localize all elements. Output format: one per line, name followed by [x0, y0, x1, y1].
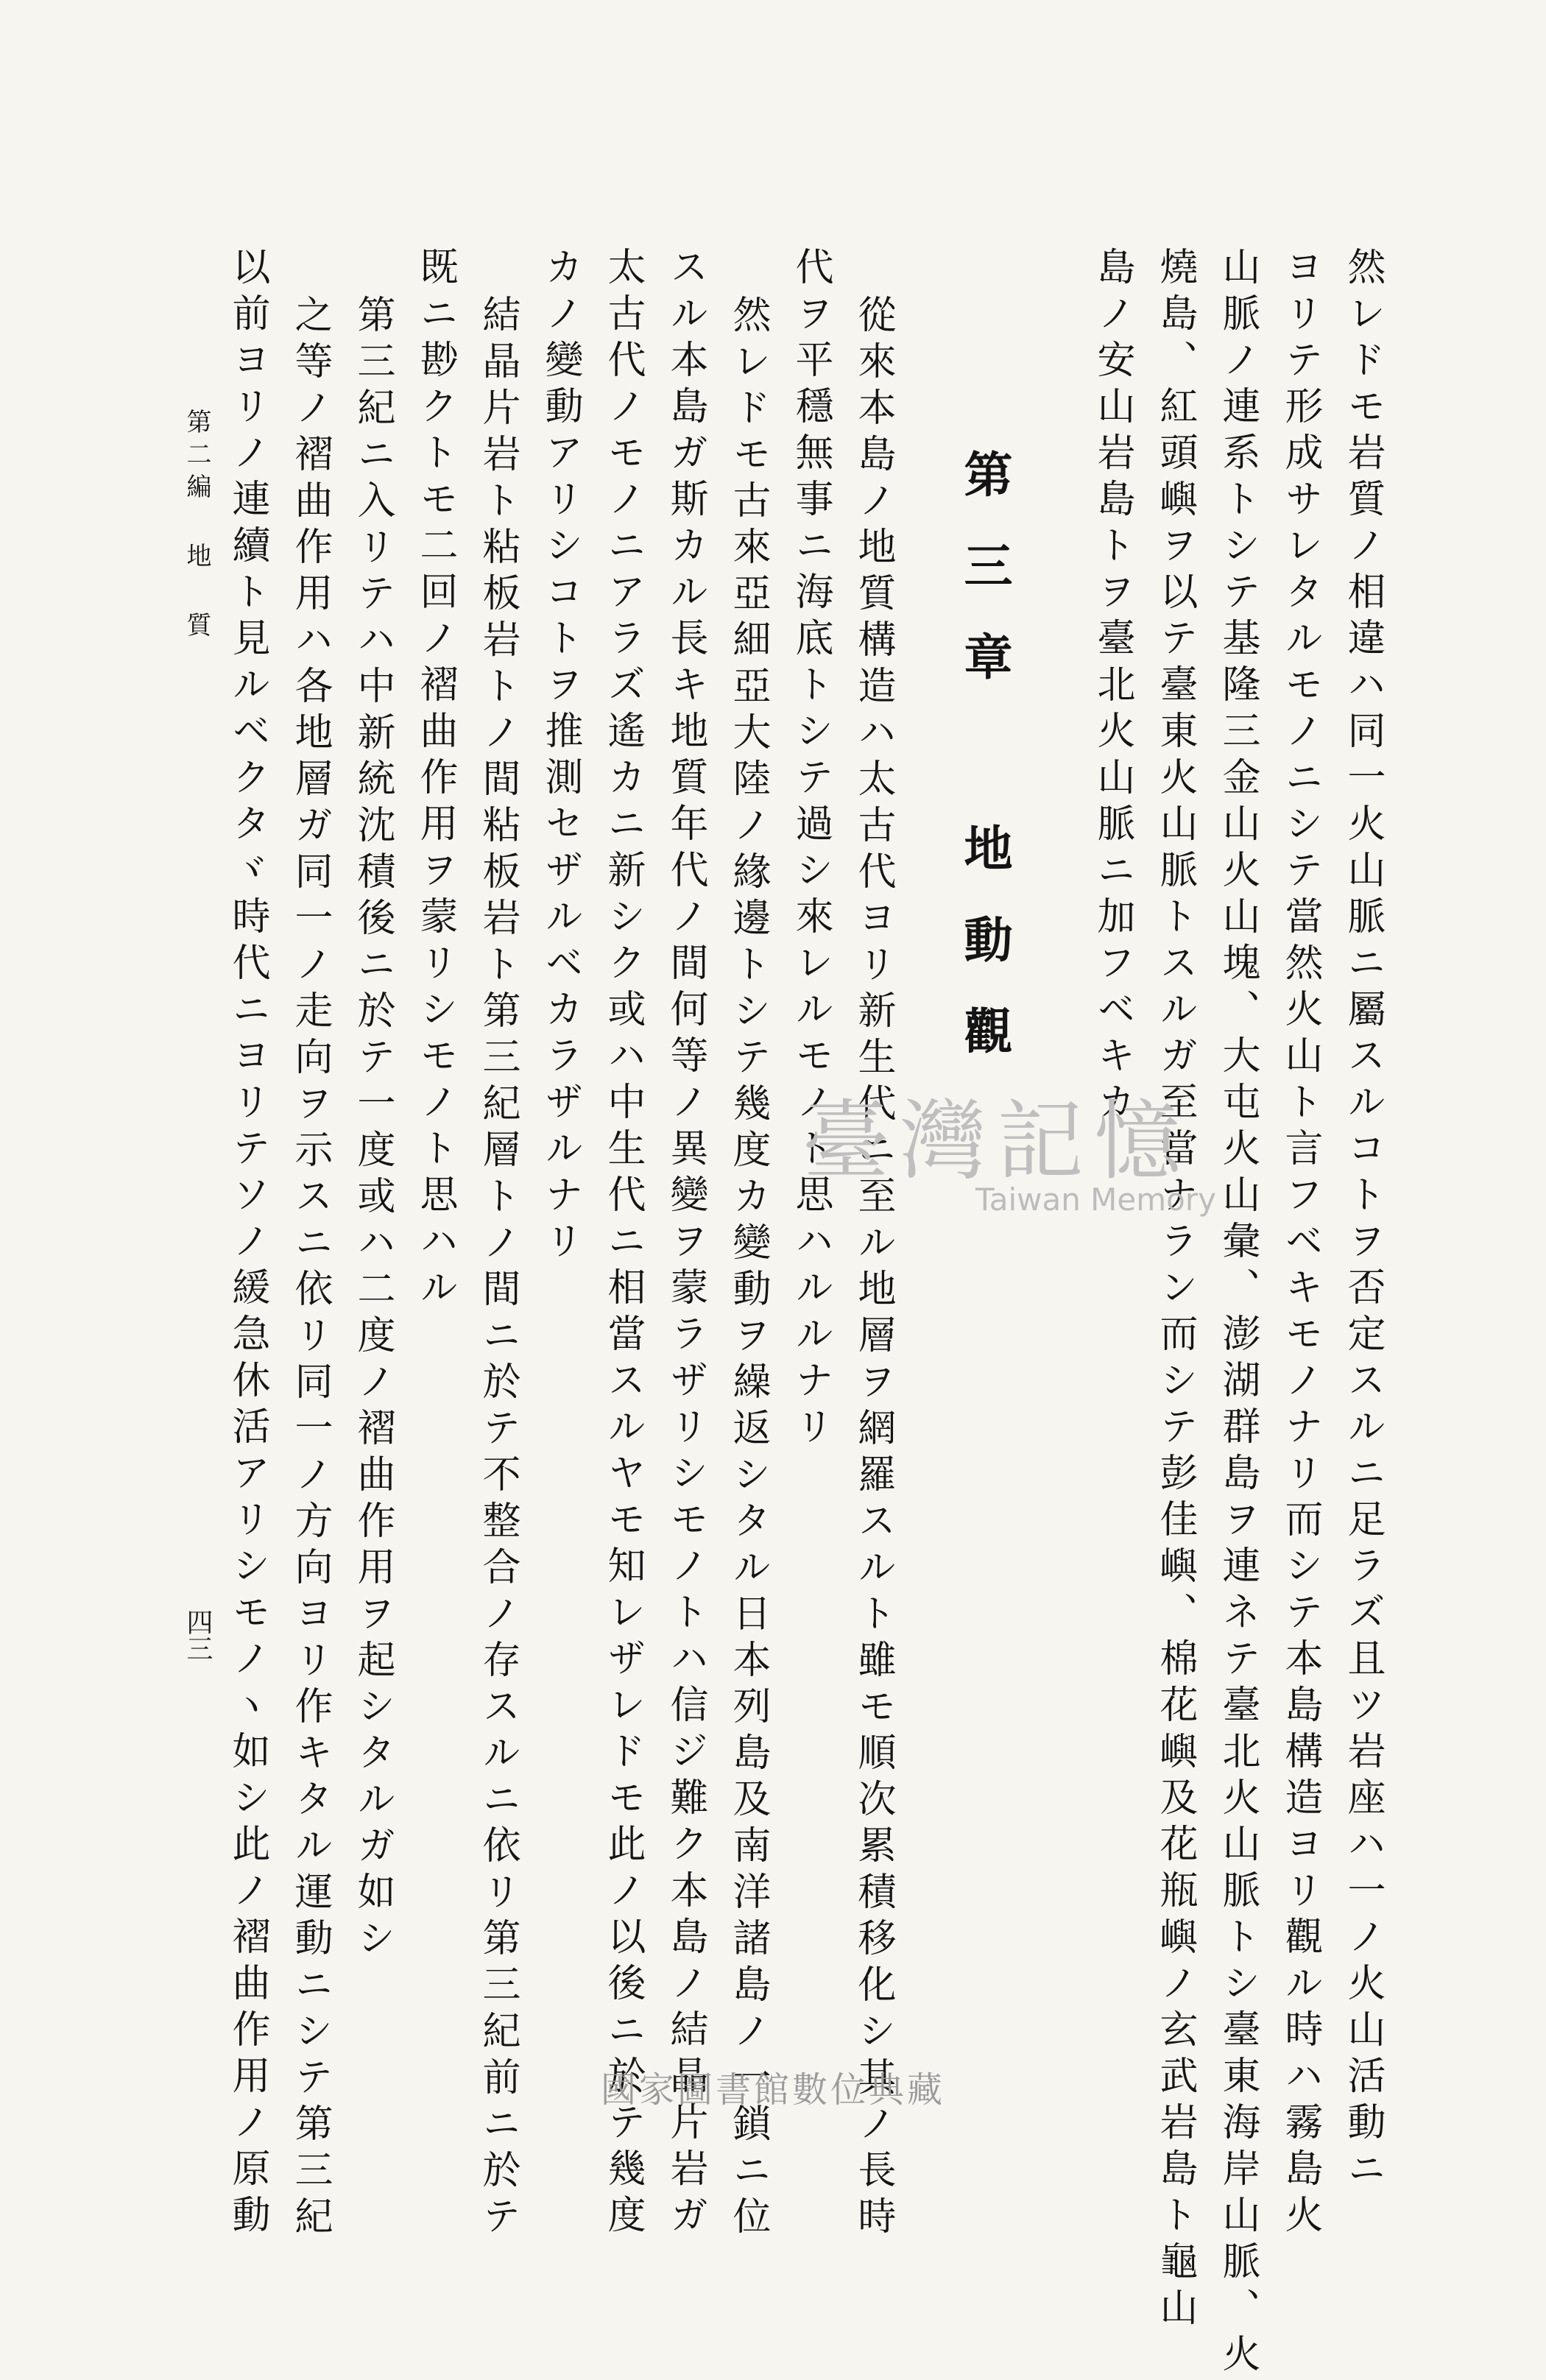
chapter-title: 第三章 地動觀	[956, 449, 1013, 1097]
page-number: 四三	[183, 1609, 213, 1662]
text-column-7: 代ヲ平穩無事ニ海底トシテ過シ來レルモノト思ハルルナリ	[788, 247, 833, 1452]
text-column-6: 從來本島ノ地質構造ハ太古代ヨリ新生代ニ至ル地層ヲ網羅スルト雖モ順次累積移化シ其ノ長時	[851, 294, 895, 2242]
text-column-14: 第三紀ニ入リテハ中新統沈積後ニ於テ一度或ハ二度ノ褶曲作用ヲ起シタルガ如シ	[350, 294, 395, 1964]
text-column-5: 島ノ安山岩島トヲ臺北火山脈ニ加フベキカ	[1090, 247, 1134, 1128]
text-column-4: 燒島、紅頭嶼ヲ以テ臺東火山脈トスルガ至當ナラン而シテ彭佳嶼、棉花嶼及花瓶嶼ノ玄武岩島ト龜山	[1153, 247, 1197, 2334]
text-column-12: 結晶片岩ト粘板岩トノ間粘板岩ト第三紀層トノ間ニ於テ不整合ノ存スルニ依リ第三紀前ニ於テ	[476, 294, 520, 2242]
text-column-9: スル本島ガ斯カル長キ地質年代ノ間何等ノ異變ヲ蒙ラザリシモノトハ信ジ難ク本島ノ結晶片岩ガ	[663, 247, 707, 2241]
running-header: 第二編 地 質	[182, 409, 211, 644]
text-column-13: 既ニ尠クトモ二回ノ褶曲作用ヲ蒙リシモノト思ハル	[413, 247, 457, 1313]
footer-collection-label: 國家圖書館數位典藏	[600, 2069, 945, 2111]
text-column-10: 太古代ノモノニアラズ遙カニ新シク或ハ中生代ニ相當スルヤモ知レザレドモ此ノ以後ニ於テ幾度	[601, 247, 645, 2241]
text-column-16: 以前ヨリノ連續ト見ルベクタヾ時代ニヨリテソノ緩急休活アリシモノヽ如シ此ノ褶曲作用ノ原動	[225, 247, 269, 2241]
text-column-3: 山脈ノ連系トシテ基隆三金山火山塊、大屯火山彙、澎湖群島ヲ連ネテ臺北火山脈トシ臺東海岸山脈、火	[1215, 247, 1260, 2380]
text-column-11: カノ變動アリシコトヲ推測セザルベカラザルナリ	[538, 247, 582, 1267]
text-column-1: 然レドモ岩質ノ相違ハ同一火山脈ニ屬スルコトヲ否定スルニ足ラズ且ツ岩座ハ一ノ火山活動ニ	[1341, 247, 1385, 2194]
watermark-subtext: Taiwan Memory	[975, 1182, 1216, 1218]
text-column-2: ヨリテ形成サレタルモノニシテ當然火山ト言フベキモノナリ而シテ本島構造ヨリ觀ル時ハ霧島火	[1278, 247, 1322, 2241]
watermark-logo: 臺灣記憶	[802, 1090, 1192, 1192]
text-column-15: 之等ノ褶曲作用ハ各地層ガ同一ノ走向ヲ示スニ依リ同一ノ方向ヨリ作キタル運動ニシテ第三紀	[288, 294, 332, 2242]
text-column-8: 然レドモ古來亞細亞大陸ノ緣邊トシテ幾度カ變動ヲ繰返シタル日本列島及南洋諸島ノ一鎖ニ位	[726, 294, 770, 2242]
